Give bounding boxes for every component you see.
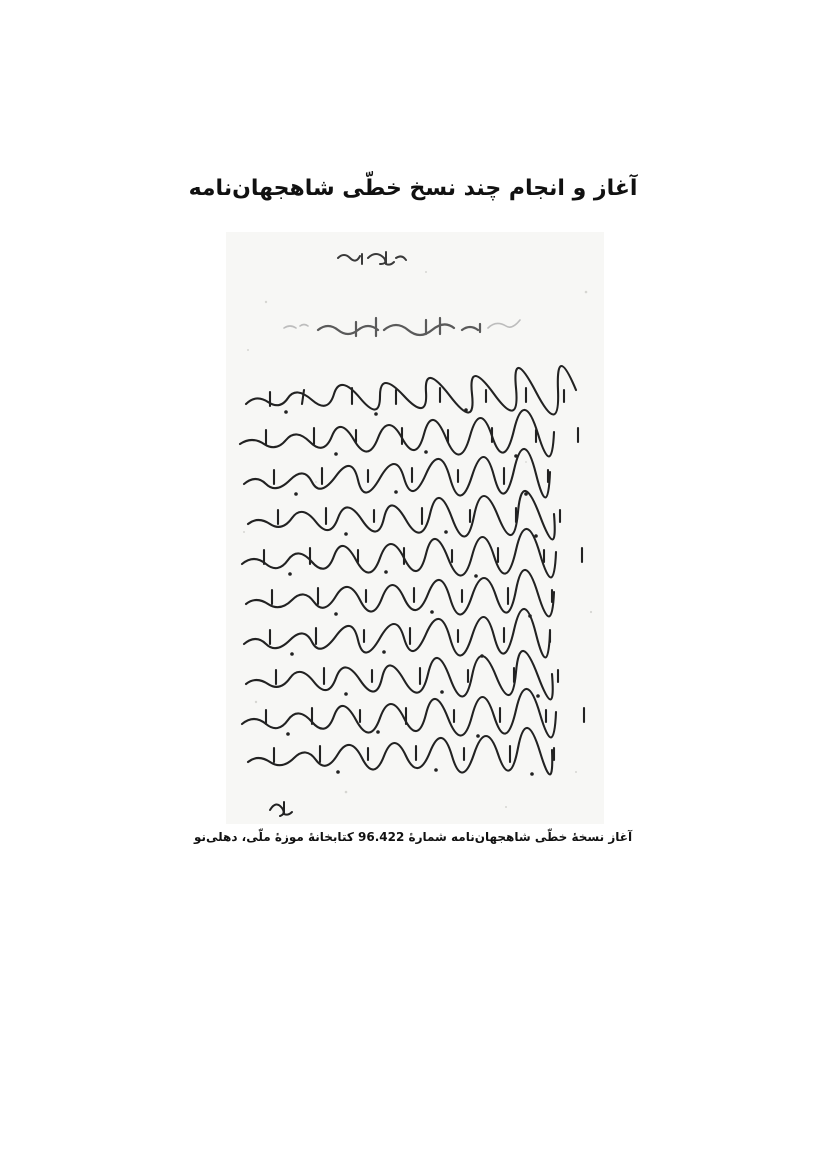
body-script xyxy=(240,366,584,775)
page-title: آغاز و انجام چند نسخ خطّی شاهجهان‌نامه xyxy=(188,176,638,201)
paper-speckle xyxy=(243,271,592,808)
figure-caption: آغاز نسخهٔ خطّی شاهجهان‌نامه شمارهٔ 96.422 کتابخانهٔ موزهٔ ملّی، دهلی‌نو xyxy=(193,830,633,844)
bismillah-line xyxy=(284,318,520,336)
invocation-heading xyxy=(338,252,406,265)
script-dots xyxy=(284,408,540,776)
seal-mark xyxy=(270,802,292,816)
manuscript-handwriting xyxy=(226,232,604,824)
manuscript-image xyxy=(226,232,604,824)
